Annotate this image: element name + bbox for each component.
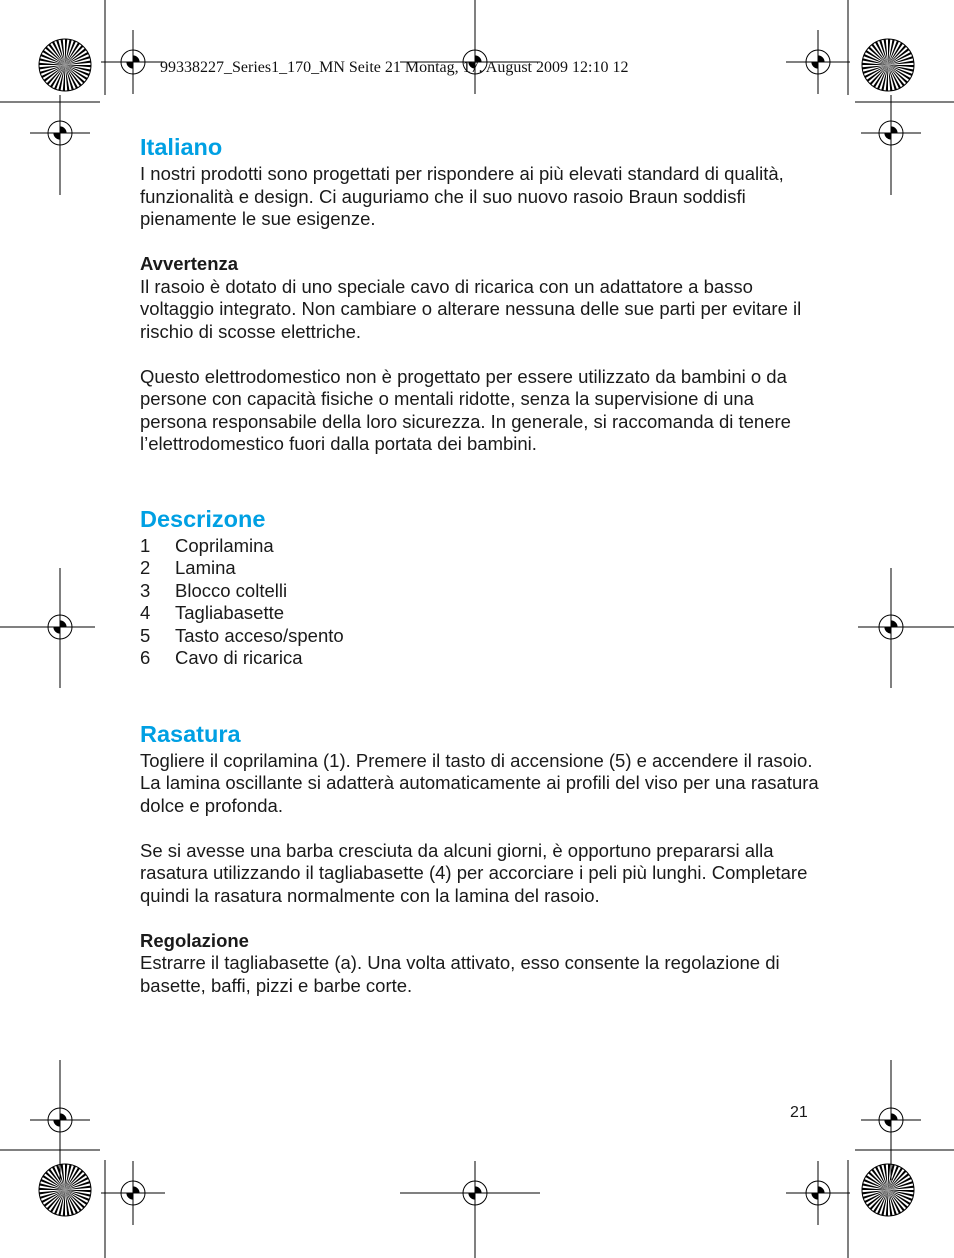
intro-paragraph: I nostri prodotti sono progettati per rispondere ai più elevati standard di qualità, funzionalità e design. Ci auguriamo che il suo nuovo rasoio Braun soddisfi pienamente le sue esigenze. (140, 163, 784, 229)
shaving-paragraph-1: Togliere il coprilamina (1). Premere il tasto di accensione (5) e accendere il rasoio. La lamina oscillante si adatterà automaticamente ai profili del viso per una rasatura dolce e profonda. (140, 749, 819, 816)
slug-line: 99338227_Series1_170_MN Seite 21 Montag, 17. August 2009 12:10 12 (160, 59, 629, 76)
registration-target-icon (101, 1161, 165, 1225)
adjust-paragraph: Estrarre il tagliabasette (a). Una volta attivato, esso consente la regolazione di basette, baffi, pizzi e barbe corte. (140, 952, 780, 996)
item-number: 4 (140, 602, 151, 623)
star-target-icon (862, 1164, 914, 1216)
warning-paragraph: Il rasoio è dotato di uno speciale cavo di ricarica con un adattatore a basso voltaggio integrato. Non cambiare o alterare nessuna delle sue parti per evitare il rischio di scosse elettriche. (140, 275, 802, 342)
item-number: 1 (140, 534, 151, 556)
list-item (140, 602, 820, 625)
item-label: Tasto acceso/spento (175, 624, 344, 646)
parts-list (140, 535, 820, 670)
item-label: Blocco coltelli (175, 579, 288, 601)
section-title-descrizione: Descrizone (140, 505, 266, 532)
list-item (140, 535, 820, 558)
list-item (140, 580, 820, 603)
adjust-heading: Regolazione (140, 929, 249, 951)
item-label: Coprilamina (175, 534, 274, 556)
list-item (140, 647, 820, 670)
star-target-icon (39, 39, 91, 91)
section-title-italiano: Italiano (140, 134, 223, 160)
item-label: Cavo di ricarica (175, 647, 303, 668)
list-item (140, 557, 820, 580)
page-number: 21 (790, 1104, 808, 1121)
section-title-rasatura: Rasatura (140, 720, 241, 747)
shaving-paragraph-2: Se si avesse una barba cresciuta da alcuni giorni, è opportuno prepararsi alla rasatura utilizzando il tagliabasette (4) per accorciare i peli più lunghi. Completare quindi la rasatura normalmente con la lamina del rasoio. (140, 839, 808, 906)
page-content (140, 131, 820, 997)
item-label: Tagliabasette (175, 602, 285, 623)
item-number: 2 (140, 557, 151, 578)
registration-target-icon (786, 1161, 850, 1225)
children-paragraph: Questo elettrodomestico non è progettato per essere utilizzato da bambini o da persone con capacità fisiche o mentali ridotte, senza la supervisione di una persona responsabile della loro sicurezza. In generale, si raccomanda di tenere l’elettrodomestico fuori dalla portata dei bambini. (140, 365, 791, 454)
warning-heading: Avvertenza (140, 253, 239, 274)
registration-target-icon (786, 30, 850, 94)
registration-target-icon (101, 30, 165, 94)
item-number: 3 (140, 579, 151, 601)
star-target-icon (39, 1164, 91, 1216)
item-label: Lamina (175, 557, 236, 578)
star-target-icon (862, 39, 914, 91)
item-number: 6 (140, 647, 151, 668)
list-item (140, 625, 820, 648)
item-number: 5 (140, 624, 151, 646)
